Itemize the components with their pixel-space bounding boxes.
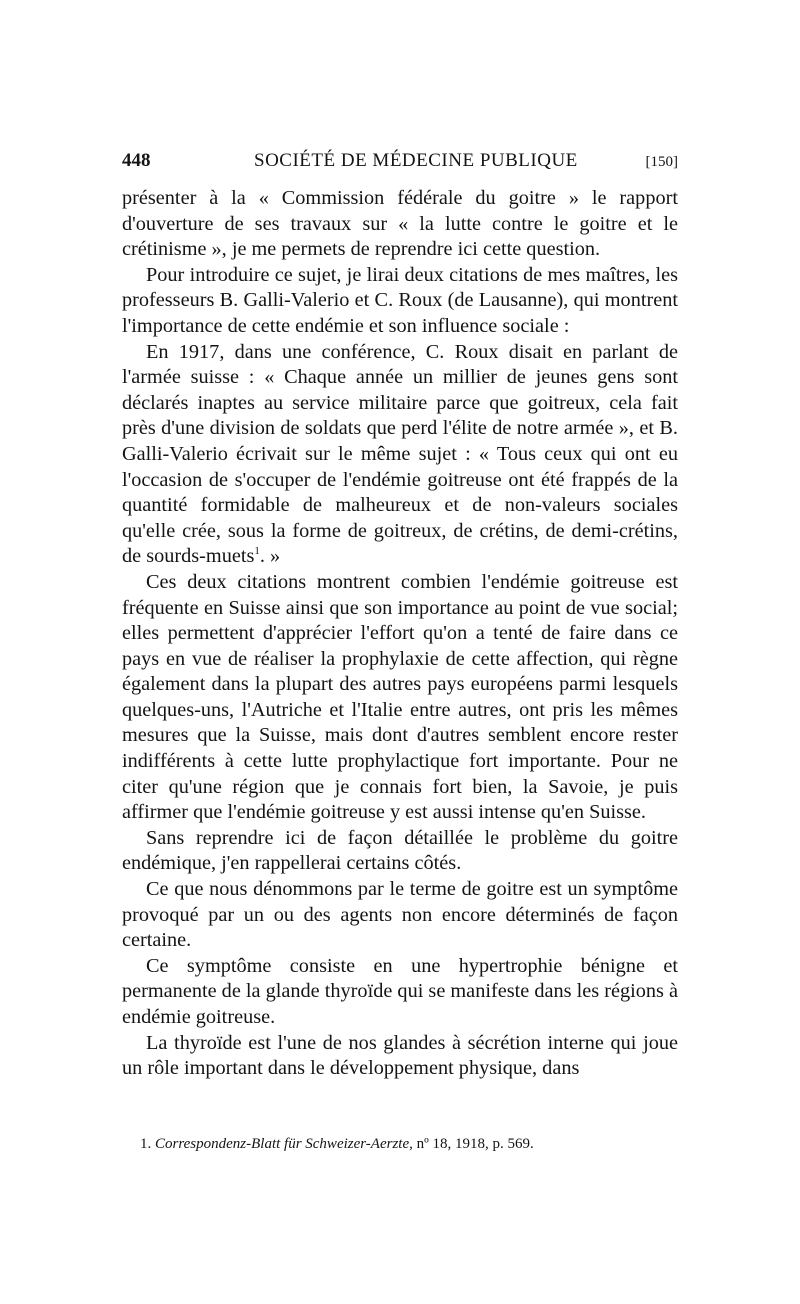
- quote-end: . »: [259, 545, 281, 568]
- footnote-number: 1.: [140, 1136, 152, 1152]
- footnote-journal: Correspondenz-Blatt für Schweizer-Aerzte,: [155, 1136, 413, 1152]
- page-number: 448: [122, 150, 151, 171]
- paragraph: Ces deux citations montrent combien l'endémie goitreuse est fréquente en Suisse ainsi que son importance au point de vue social; elles permettent d'apprécier l'effort qu'on a tenté de faire dans ce pays en vue de réaliser la prophylaxie de cette affection, qui règne également dans la plupart des autres pays européens parmi lesquels quelques-uns, l'Autriche et l'Italie entre autres, ont pris les mêmes mesures que la Suisse, mais dont d'autres semblent encore rester indifférents à cette lutte prophylactique fort importante. Pour ne citer qu'une région que je connais fort bien, la Savoie, je puis affirmer que l'endémie goitreuse y est aussi intense qu'en Suisse.: [122, 570, 678, 824]
- paragraph: [122, 340, 678, 570]
- paragraph: Pour introduire ce sujet, je lirai deux citations de mes maîtres, les professeurs B. Galli-Valerio et C. Roux (de Lausanne), qui montrent l'importance de cette endémie et son influence sociale :: [122, 263, 678, 337]
- running-header: [122, 150, 678, 178]
- footnote-reference: nº 18, 1918, p. 569.: [416, 1136, 534, 1152]
- paragraph: Ce symptôme consiste en une hypertrophie bénigne et permanente de la glande thyroïde qui se manifeste dans les régions à endémie goitreuse.: [122, 954, 678, 1028]
- running-title: SOCIÉTÉ DE MÉDECINE PUBLIQUE: [254, 150, 578, 171]
- footnote: [140, 1136, 680, 1153]
- paragraph: Ce que nous dénommons par le terme de goitre est un symptôme provoqué par un ou des agents non encore déterminés de façon certaine.: [122, 878, 678, 952]
- footnote-marker: 1: [254, 545, 260, 558]
- paragraph: La thyroïde est l'une de nos glandes à sécrétion interne qui joue un rôle important dans le développement physique, dans: [122, 1031, 678, 1080]
- paragraph: présenter à la « Commission fédérale du goitre » le rapport d'ouverture de ses travaux sur « la lutte contre le goitre et le crétinisme », je me permets de reprendre ici cette question.: [122, 187, 678, 261]
- body-text: [122, 186, 678, 1082]
- side-page-mark: [150]: [645, 154, 678, 170]
- paragraph: Sans reprendre ici de façon détaillée le problème du goitre endémique, j'en rappellerai certains côtés.: [122, 826, 678, 875]
- paragraph-text: En 1917, dans une conférence, C. Roux disait en parlant de l'armée suisse : « Chaque année un millier de jeunes gens sont déclarés inaptes au service militaire parce que goitreux, cela fait près d'une division de soldats que perd l'élite de notre armée », et B. Galli-Valerio écrivait sur le même sujet : « Tous ceux qui ont eu l'occasion de s'occuper de l'endémie goitreuse ont été frappés de la quantité formidable de malheureux et de non-valeurs sociales qu'elle crée, sous la forme de goitreux, de crétins, de demi-crétins, de sourds-muets: [122, 340, 678, 568]
